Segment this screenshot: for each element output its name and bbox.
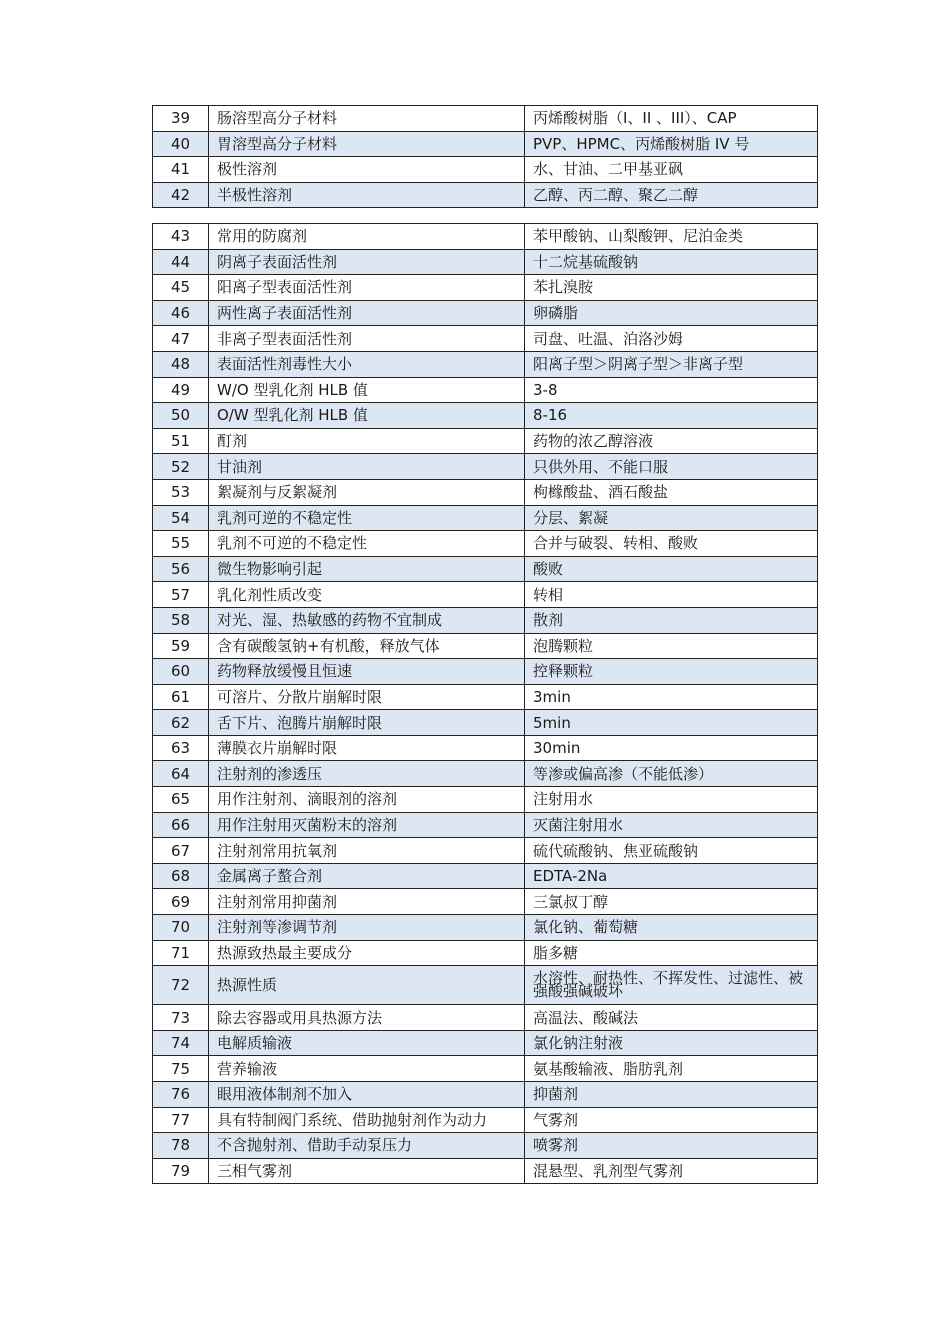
table-row — [153, 710, 818, 736]
row-term: 甘油剂 — [209, 454, 525, 480]
row-term: 肠溶型高分子材料 — [209, 106, 525, 132]
row-term: 阴离子表面活性剂 — [209, 249, 525, 275]
row-number: 45 — [153, 275, 209, 301]
row-term: 电解质输液 — [209, 1030, 525, 1056]
row-value: 气雾剂 — [525, 1107, 818, 1133]
row-value: 氯化钠注射液 — [525, 1030, 818, 1056]
table-row — [153, 761, 818, 787]
table-row — [153, 1107, 818, 1133]
row-number: 55 — [153, 531, 209, 557]
row-number: 44 — [153, 249, 209, 275]
row-value: 氨基酸输液、脂肪乳剂 — [525, 1056, 818, 1082]
row-value: 注射用水 — [525, 787, 818, 813]
row-term: 薄膜衣片崩解时限 — [209, 735, 525, 761]
row-term: 注射剂常用抗氧剂 — [209, 838, 525, 864]
table-row — [153, 812, 818, 838]
row-value: 硫代硫酸钠、焦亚硫酸钠 — [525, 838, 818, 864]
row-term: O/W 型乳化剂 HLB 值 — [209, 403, 525, 429]
row-term: 眼用液体制剂不加入 — [209, 1082, 525, 1108]
row-number: 63 — [153, 735, 209, 761]
row-number: 76 — [153, 1082, 209, 1108]
row-term: 可溶片、分散片崩解时限 — [209, 684, 525, 710]
row-number: 68 — [153, 863, 209, 889]
row-term: 乳化剂性质改变 — [209, 582, 525, 608]
table-row — [153, 479, 818, 505]
table-row — [153, 889, 818, 915]
row-number: 79 — [153, 1158, 209, 1184]
row-value: 酸败 — [525, 556, 818, 582]
row-number: 48 — [153, 351, 209, 377]
row-value: 控释颗粒 — [525, 659, 818, 685]
row-term: 热源性质 — [209, 966, 525, 1005]
row-value: EDTA-2Na — [525, 863, 818, 889]
row-number: 41 — [153, 157, 209, 183]
row-number: 72 — [153, 966, 209, 1005]
row-term: 热源致热最主要成分 — [209, 940, 525, 966]
row-number: 57 — [153, 582, 209, 608]
row-value: 十二烷基硫酸钠 — [525, 249, 818, 275]
row-term: 酊剂 — [209, 428, 525, 454]
table-row — [153, 863, 818, 889]
table-row — [153, 582, 818, 608]
row-number: 65 — [153, 787, 209, 813]
table-row — [153, 1056, 818, 1082]
row-term: 注射剂常用抑菌剂 — [209, 889, 525, 915]
table-row — [153, 633, 818, 659]
table-row — [153, 915, 818, 941]
table-row — [153, 966, 818, 1005]
row-number: 58 — [153, 607, 209, 633]
row-value: 散剂 — [525, 607, 818, 633]
row-number: 74 — [153, 1030, 209, 1056]
row-value: 枸橼酸盐、酒石酸盐 — [525, 479, 818, 505]
row-term: 用作注射剂、滴眼剂的溶剂 — [209, 787, 525, 813]
table-row — [153, 684, 818, 710]
row-value: 抑菌剂 — [525, 1082, 818, 1108]
table-row — [153, 1005, 818, 1031]
table-row — [153, 106, 818, 132]
row-term: 阳离子型表面活性剂 — [209, 275, 525, 301]
row-value: 等渗或偏高渗（不能低渗） — [525, 761, 818, 787]
table-row — [153, 838, 818, 864]
row-number: 56 — [153, 556, 209, 582]
row-value: 只供外用、不能口服 — [525, 454, 818, 480]
table-row — [153, 1133, 818, 1159]
row-term: 表面活性剂毒性大小 — [209, 351, 525, 377]
row-number: 67 — [153, 838, 209, 864]
row-term: W/O 型乳化剂 HLB 值 — [209, 377, 525, 403]
row-value: 合并与破裂、转相、酸败 — [525, 531, 818, 557]
table-row — [153, 300, 818, 326]
table-row — [153, 351, 818, 377]
row-number: 40 — [153, 131, 209, 157]
row-value: 水、甘油、二甲基亚砜 — [525, 157, 818, 183]
row-value: 8-16 — [525, 403, 818, 429]
row-term: 营养输液 — [209, 1056, 525, 1082]
row-value: 丙烯酸树脂（I、II 、III）、CAP — [525, 106, 818, 132]
table-row — [153, 735, 818, 761]
row-number: 54 — [153, 505, 209, 531]
row-term: 常用的防腐剂 — [209, 224, 525, 250]
row-value: 3-8 — [525, 377, 818, 403]
row-number: 61 — [153, 684, 209, 710]
row-number: 73 — [153, 1005, 209, 1031]
row-number: 71 — [153, 940, 209, 966]
row-value: 5min — [525, 710, 818, 736]
row-value: PVP、HPMC、丙烯酸树脂 IV 号 — [525, 131, 818, 157]
row-number: 47 — [153, 326, 209, 352]
row-term: 注射剂等渗调节剂 — [209, 915, 525, 941]
row-number: 70 — [153, 915, 209, 941]
row-number: 64 — [153, 761, 209, 787]
row-value: 氯化钠、葡萄糖 — [525, 915, 818, 941]
row-number: 78 — [153, 1133, 209, 1159]
row-term: 金属离子螯合剂 — [209, 863, 525, 889]
row-term: 具有特制阀门系统、借助抛射剂作为动力 — [209, 1107, 525, 1133]
row-term: 乳剂不可逆的不稳定性 — [209, 531, 525, 557]
row-number: 51 — [153, 428, 209, 454]
row-value: 药物的浓乙醇溶液 — [525, 428, 818, 454]
row-value: 司盘、吐温、泊洛沙姆 — [525, 326, 818, 352]
table-row — [153, 403, 818, 429]
row-term: 舌下片、泡腾片崩解时限 — [209, 710, 525, 736]
row-number: 66 — [153, 812, 209, 838]
row-value: 3min — [525, 684, 818, 710]
row-value: 喷雾剂 — [525, 1133, 818, 1159]
row-term: 胃溶型高分子材料 — [209, 131, 525, 157]
table-row — [153, 659, 818, 685]
row-value: 高温法、酸碱法 — [525, 1005, 818, 1031]
table-row — [153, 428, 818, 454]
row-term: 极性溶剂 — [209, 157, 525, 183]
row-value: 转相 — [525, 582, 818, 608]
row-value: 阳离子型＞阴离子型＞非离子型 — [525, 351, 818, 377]
row-value: 苯扎溴胺 — [525, 275, 818, 301]
row-number: 53 — [153, 479, 209, 505]
row-value: 混悬型、乳剂型气雾剂 — [525, 1158, 818, 1184]
table-row — [153, 454, 818, 480]
table-row — [153, 326, 818, 352]
row-term: 药物释放缓慢且恒速 — [209, 659, 525, 685]
row-term: 除去容器或用具热源方法 — [209, 1005, 525, 1031]
table-row — [153, 1030, 818, 1056]
row-term: 含有碳酸氢钠+有机酸，释放气体 — [209, 633, 525, 659]
row-number: 39 — [153, 106, 209, 132]
table-row — [153, 505, 818, 531]
row-term: 不含抛射剂、借助手动泵压力 — [209, 1133, 525, 1159]
table-row — [153, 275, 818, 301]
row-value: 苯甲酸钠、山梨酸钾、尼泊金类 — [525, 224, 818, 250]
table-row — [153, 182, 818, 208]
row-term: 注射剂的渗透压 — [209, 761, 525, 787]
row-term: 用作注射用灭菌粉末的溶剂 — [209, 812, 525, 838]
table-row — [153, 787, 818, 813]
table-row — [153, 131, 818, 157]
row-number: 46 — [153, 300, 209, 326]
table-row — [153, 531, 818, 557]
row-value: 水溶性、耐热性、不挥发性、过滤性、被强酸强碱破坏 — [525, 966, 818, 1005]
row-value: 泡腾颗粒 — [525, 633, 818, 659]
row-number: 42 — [153, 182, 209, 208]
row-term: 絮凝剂与反絮凝剂 — [209, 479, 525, 505]
row-value: 30min — [525, 735, 818, 761]
table-row — [153, 556, 818, 582]
table-row — [153, 940, 818, 966]
row-term: 三相气雾剂 — [209, 1158, 525, 1184]
table-row — [153, 157, 818, 183]
row-number: 52 — [153, 454, 209, 480]
row-number: 50 — [153, 403, 209, 429]
row-value: 三氯叔丁醇 — [525, 889, 818, 915]
row-value: 分层、絮凝 — [525, 505, 818, 531]
row-value: 灭菌注射用水 — [525, 812, 818, 838]
table-row — [153, 1082, 818, 1108]
row-number: 75 — [153, 1056, 209, 1082]
table-row — [153, 1158, 818, 1184]
row-term: 对光、湿、热敏感的药物不宜制成 — [209, 607, 525, 633]
row-value: 乙醇、丙二醇、聚乙二醇 — [525, 182, 818, 208]
table-row — [153, 224, 818, 250]
row-value: 卵磷脂 — [525, 300, 818, 326]
table-part-2 — [152, 223, 818, 1184]
row-term: 乳剂可逆的不稳定性 — [209, 505, 525, 531]
row-number: 59 — [153, 633, 209, 659]
row-number: 60 — [153, 659, 209, 685]
row-term: 微生物影响引起 — [209, 556, 525, 582]
row-number: 77 — [153, 1107, 209, 1133]
row-term: 非离子型表面活性剂 — [209, 326, 525, 352]
table-row — [153, 377, 818, 403]
table-row — [153, 607, 818, 633]
row-number: 69 — [153, 889, 209, 915]
row-term: 半极性溶剂 — [209, 182, 525, 208]
table-row — [153, 249, 818, 275]
row-term: 两性离子表面活性剂 — [209, 300, 525, 326]
row-value: 脂多糖 — [525, 940, 818, 966]
table-part-1 — [152, 105, 818, 208]
row-number: 62 — [153, 710, 209, 736]
row-number: 49 — [153, 377, 209, 403]
row-number: 43 — [153, 224, 209, 250]
